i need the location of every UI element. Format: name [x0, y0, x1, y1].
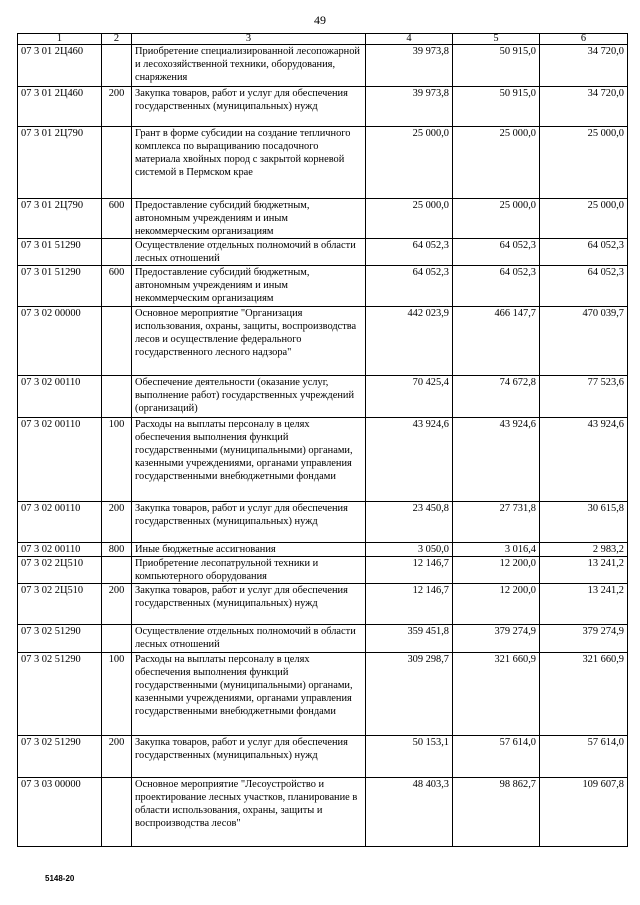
- expense-type-code: [102, 778, 132, 847]
- amount-col-4: 12 146,7: [366, 584, 453, 625]
- amount-col-4: 309 298,7: [366, 653, 453, 736]
- target-article-code: 07 3 02 00110: [18, 376, 102, 418]
- target-article-code: 07 3 02 00110: [18, 502, 102, 543]
- target-article-code: 07 3 02 00110: [18, 418, 102, 502]
- expense-type-code: 100: [102, 418, 132, 502]
- amount-col-4: 442 023,9: [366, 307, 453, 376]
- amount-col-4: 39 973,8: [366, 87, 453, 127]
- expense-type-code: [102, 127, 132, 199]
- table-row: [18, 45, 628, 87]
- amount-col-6: 64 052,3: [540, 266, 628, 307]
- expense-name: Закупка товаров, работ и услуг для обеспечения государственных (муниципальных) нужд: [132, 736, 366, 778]
- header-col-6: 6: [540, 34, 628, 45]
- expense-type-code: [102, 376, 132, 418]
- amount-col-4: 12 146,7: [366, 557, 453, 584]
- amount-col-6: 30 615,8: [540, 502, 628, 543]
- amount-col-5: 98 862,7: [453, 778, 540, 847]
- table-row: [18, 87, 628, 127]
- table-row: [18, 418, 628, 502]
- expense-type-code: 600: [102, 266, 132, 307]
- amount-col-5: 321 660,9: [453, 653, 540, 736]
- amount-col-5: 466 147,7: [453, 307, 540, 376]
- document-code: 5148-20: [45, 874, 75, 883]
- expense-name: Закупка товаров, работ и услуг для обеспечения государственных (муниципальных) нужд: [132, 584, 366, 625]
- amount-col-5: 27 731,8: [453, 502, 540, 543]
- expense-type-code: 600: [102, 199, 132, 239]
- amount-col-5: 25 000,0: [453, 199, 540, 239]
- target-article-code: 07 3 03 00000: [18, 778, 102, 847]
- table-row: [18, 307, 628, 376]
- amount-col-4: 64 052,3: [366, 266, 453, 307]
- expense-type-code: 200: [102, 87, 132, 127]
- expense-name: Расходы на выплаты персоналу в целях обеспечения выполнения функций государственными (муниципальными) органами, казенными учреждениями, органами управления государственными внебюджетными фондами: [132, 418, 366, 502]
- expense-name: Осуществление отдельных полномочий в области лесных отношений: [132, 239, 366, 266]
- amount-col-4: 3 050,0: [366, 543, 453, 557]
- target-article-code: 07 3 02 2Ц510: [18, 584, 102, 625]
- expense-name: Основное мероприятие "Лесоустройство и проектирование лесных участков, планирование в области использования, охраны, защиты и воспроизводства лесов": [132, 778, 366, 847]
- table-row: [18, 625, 628, 653]
- table-row: [18, 127, 628, 199]
- table-row: [18, 199, 628, 239]
- amount-col-6: 34 720,0: [540, 45, 628, 87]
- amount-col-6: 321 660,9: [540, 653, 628, 736]
- amount-col-5: 25 000,0: [453, 127, 540, 199]
- table-row: [18, 653, 628, 736]
- target-article-code: 07 3 01 51290: [18, 266, 102, 307]
- table-row: [18, 736, 628, 778]
- target-article-code: 07 3 01 2Ц460: [18, 45, 102, 87]
- expense-type-code: [102, 625, 132, 653]
- expense-type-code: [102, 239, 132, 266]
- amount-col-5: 3 016,4: [453, 543, 540, 557]
- target-article-code: 07 3 01 2Ц460: [18, 87, 102, 127]
- amount-col-6: 470 039,7: [540, 307, 628, 376]
- target-article-code: 07 3 02 00000: [18, 307, 102, 376]
- amount-col-4: 23 450,8: [366, 502, 453, 543]
- expense-name: Грант в форме субсидии на создание тепличного комплекса по выращиванию посадочного материала хвойных пород с закрытой корневой системой в Пермском крае: [132, 127, 366, 199]
- amount-col-4: 70 425,4: [366, 376, 453, 418]
- budget-table: [17, 33, 628, 847]
- table-row: [18, 239, 628, 266]
- expense-type-code: 800: [102, 543, 132, 557]
- amount-col-6: 13 241,2: [540, 584, 628, 625]
- expense-name: Закупка товаров, работ и услуг для обеспечения государственных (муниципальных) нужд: [132, 502, 366, 543]
- amount-col-6: 2 983,2: [540, 543, 628, 557]
- amount-col-5: 64 052,3: [453, 266, 540, 307]
- table-header-row: [18, 34, 628, 45]
- expense-name: Закупка товаров, работ и услуг для обеспечения государственных (муниципальных) нужд: [132, 87, 366, 127]
- expense-type-code: 100: [102, 653, 132, 736]
- table-row: [18, 584, 628, 625]
- amount-col-5: 57 614,0: [453, 736, 540, 778]
- expense-type-code: 200: [102, 584, 132, 625]
- amount-col-5: 74 672,8: [453, 376, 540, 418]
- target-article-code: 07 3 02 51290: [18, 736, 102, 778]
- expense-type-code: [102, 307, 132, 376]
- header-col-1: 1: [18, 34, 102, 45]
- amount-col-6: 34 720,0: [540, 87, 628, 127]
- amount-col-6: 64 052,3: [540, 239, 628, 266]
- amount-col-4: 25 000,0: [366, 127, 453, 199]
- expense-type-code: 200: [102, 502, 132, 543]
- amount-col-5: 43 924,6: [453, 418, 540, 502]
- expense-name: Иные бюджетные ассигнования: [132, 543, 366, 557]
- target-article-code: 07 3 01 2Ц790: [18, 199, 102, 239]
- amount-col-4: 359 451,8: [366, 625, 453, 653]
- amount-col-6: 379 274,9: [540, 625, 628, 653]
- amount-col-6: 109 607,8: [540, 778, 628, 847]
- amount-col-5: 64 052,3: [453, 239, 540, 266]
- expense-name: Предоставление субсидий бюджетным, автономным учреждениям и иным некоммерческим организациям: [132, 199, 366, 239]
- expense-name: Расходы на выплаты персоналу в целях обеспечения выполнения функций государственными (муниципальными) органами, казенными учреждениями, органами управления государственными внебюджетными фондами: [132, 653, 366, 736]
- header-col-2: 2: [102, 34, 132, 45]
- amount-col-6: 13 241,2: [540, 557, 628, 584]
- amount-col-5: 379 274,9: [453, 625, 540, 653]
- expense-type-code: 200: [102, 736, 132, 778]
- page-number: 49: [314, 13, 326, 27]
- table-row: [18, 502, 628, 543]
- table-row: [18, 557, 628, 584]
- target-article-code: 07 3 02 51290: [18, 653, 102, 736]
- expense-name: Обеспечение деятельности (оказание услуг, выполнение работ) государственных учреждений (организаций): [132, 376, 366, 418]
- table-row: [18, 266, 628, 307]
- amount-col-5: 12 200,0: [453, 557, 540, 584]
- expense-name: Предоставление субсидий бюджетным, автономным учреждениям и иным некоммерческим организациям: [132, 266, 366, 307]
- amount-col-4: 25 000,0: [366, 199, 453, 239]
- expense-type-code: [102, 557, 132, 584]
- amount-col-4: 64 052,3: [366, 239, 453, 266]
- target-article-code: 07 3 02 2Ц510: [18, 557, 102, 584]
- amount-col-5: 12 200,0: [453, 584, 540, 625]
- expense-name: Осуществление отдельных полномочий в области лесных отношений: [132, 625, 366, 653]
- amount-col-6: 25 000,0: [540, 199, 628, 239]
- header-col-5: 5: [453, 34, 540, 45]
- amount-col-4: 48 403,3: [366, 778, 453, 847]
- table-row: [18, 376, 628, 418]
- amount-col-4: 39 973,8: [366, 45, 453, 87]
- amount-col-6: 43 924,6: [540, 418, 628, 502]
- target-article-code: 07 3 01 2Ц790: [18, 127, 102, 199]
- amount-col-6: 57 614,0: [540, 736, 628, 778]
- amount-col-4: 50 153,1: [366, 736, 453, 778]
- table-row: [18, 778, 628, 847]
- amount-col-5: 50 915,0: [453, 87, 540, 127]
- table-row: [18, 543, 628, 557]
- amount-col-6: 77 523,6: [540, 376, 628, 418]
- expense-name: Основное мероприятие "Организация использования, охраны, защиты, воспроизводства лесов и осуществление федерального государственного лесного надзора": [132, 307, 366, 376]
- expense-name: Приобретение лесопатрульной техники и компьютерного оборудования: [132, 557, 366, 584]
- amount-col-5: 50 915,0: [453, 45, 540, 87]
- expense-type-code: [102, 45, 132, 87]
- expense-name: Приобретение специализированной лесопожарной и лесохозяйственной техники, оборудования, снаряжения: [132, 45, 366, 87]
- header-col-3: 3: [132, 34, 366, 45]
- amount-col-6: 25 000,0: [540, 127, 628, 199]
- target-article-code: 07 3 01 51290: [18, 239, 102, 266]
- target-article-code: 07 3 02 51290: [18, 625, 102, 653]
- target-article-code: 07 3 02 00110: [18, 543, 102, 557]
- header-col-4: 4: [366, 34, 453, 45]
- amount-col-4: 43 924,6: [366, 418, 453, 502]
